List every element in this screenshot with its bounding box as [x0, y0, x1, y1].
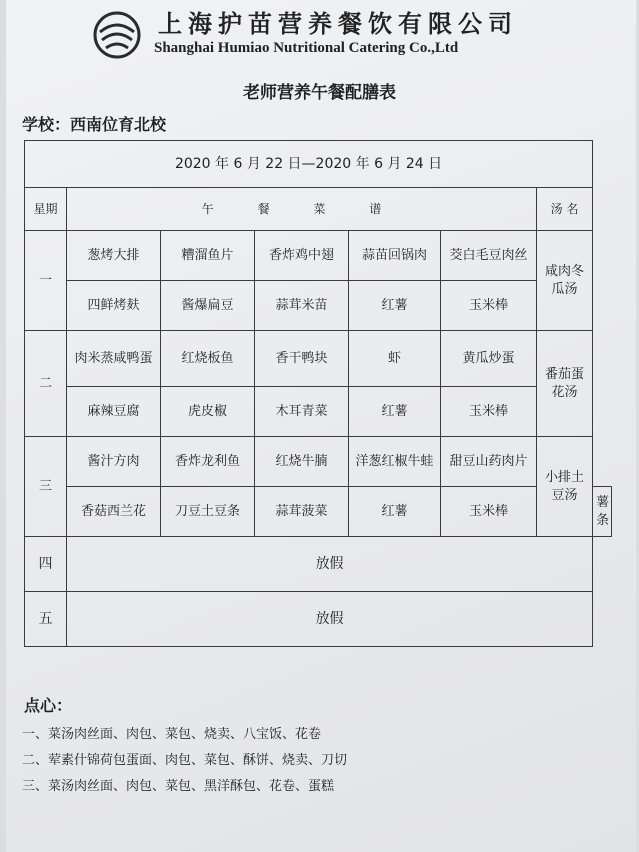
- day-label: 五: [25, 592, 67, 647]
- soup-cell: 番茄蛋花汤: [537, 331, 593, 437]
- dish-cell: 香炸鸡中翅: [255, 231, 349, 281]
- day-label: 四: [25, 537, 67, 592]
- day-label: 三: [25, 437, 67, 537]
- dish-cell: 虎皮椒: [161, 387, 255, 437]
- snack-list: [22, 722, 347, 800]
- dish-cell: 薯条: [593, 487, 612, 537]
- snack-item: 一、菜汤肉丝面、肉包、菜包、烧卖、八宝饭、花卷: [22, 727, 322, 742]
- dish-cell: 玉米棒: [441, 487, 537, 537]
- day-label: 一: [25, 231, 67, 331]
- soup-cell: 小排土豆汤: [537, 437, 593, 537]
- holiday-note: 放假: [67, 537, 593, 592]
- company-name-cn: 上海护苗营养餐饮有限公司: [158, 9, 518, 38]
- dish-cell: 红烧牛腩: [255, 437, 349, 487]
- dish-cell: 红烧板鱼: [161, 331, 255, 387]
- dish-cell: 蒜茸米苗: [255, 281, 349, 331]
- dish-cell: 刀豆土豆条: [161, 487, 255, 537]
- dish-cell: 黄瓜炒蛋: [441, 331, 537, 387]
- dish-cell: 酱汁方肉: [67, 437, 161, 487]
- holiday-note: 放假: [67, 592, 593, 647]
- dish-cell: 木耳青菜: [255, 387, 349, 437]
- company-name-en: Shanghai Humiao Nutritional Catering Co.,Ltd: [154, 40, 459, 56]
- page-title: 老师营养午餐配膳表: [243, 83, 396, 103]
- day-label: 二: [25, 331, 67, 437]
- dish-cell: 糟溜鱼片: [161, 231, 255, 281]
- dish-cell: 葱烤大排: [67, 231, 161, 281]
- dish-cell: 肉米蒸咸鸭蛋: [67, 331, 161, 387]
- school-name: 学校：西南位育北校: [22, 115, 167, 134]
- date-range: 2020 年 6 月 22 日—2020 年 6 月 24 日: [25, 141, 593, 188]
- dish-cell: 香菇西兰花: [67, 487, 161, 537]
- dish-cell: 红薯: [349, 487, 441, 537]
- company-logo-icon: [90, 10, 144, 60]
- dish-cell: 麻辣豆腐: [67, 387, 161, 437]
- dish-cell: 红薯: [349, 281, 441, 331]
- dish-cell: 蒜苗回锅肉: [349, 231, 441, 281]
- dish-cell: 茭白毛豆肉丝: [441, 231, 537, 281]
- dish-cell: 玉米棒: [441, 387, 537, 437]
- dish-cell: 香干鸭块: [255, 331, 349, 387]
- dish-cell: 甜豆山药肉片: [441, 437, 537, 487]
- dish-cell: 酱爆扁豆: [161, 281, 255, 331]
- dish-cell: 四鲜烤麸: [67, 281, 161, 331]
- header-dishes: 午 餐 菜 谱: [67, 188, 537, 231]
- dish-cell: 蒜茸菠菜: [255, 487, 349, 537]
- snack-item: 二、荤素什锦荷包蛋面、肉包、菜包、酥饼、烧卖、刀切: [22, 753, 348, 768]
- lunch-menu-table: [24, 140, 612, 647]
- header-soup: 汤 名: [537, 188, 593, 231]
- dish-cell: 虾: [349, 331, 441, 387]
- snack-item: 三、菜汤肉丝面、肉包、菜包、黑洋酥包、花卷、蛋糕: [22, 779, 335, 794]
- header-day: 星期: [25, 188, 67, 231]
- dish-cell: 红薯: [349, 387, 441, 437]
- snack-heading: 点心：: [24, 696, 73, 715]
- soup-cell: 咸肉冬瓜汤: [537, 231, 593, 331]
- dish-cell: 玉米棒: [441, 281, 537, 331]
- dish-cell: 洋葱红椒牛蛙: [349, 437, 441, 487]
- dish-cell: 香炸龙利鱼: [161, 437, 255, 487]
